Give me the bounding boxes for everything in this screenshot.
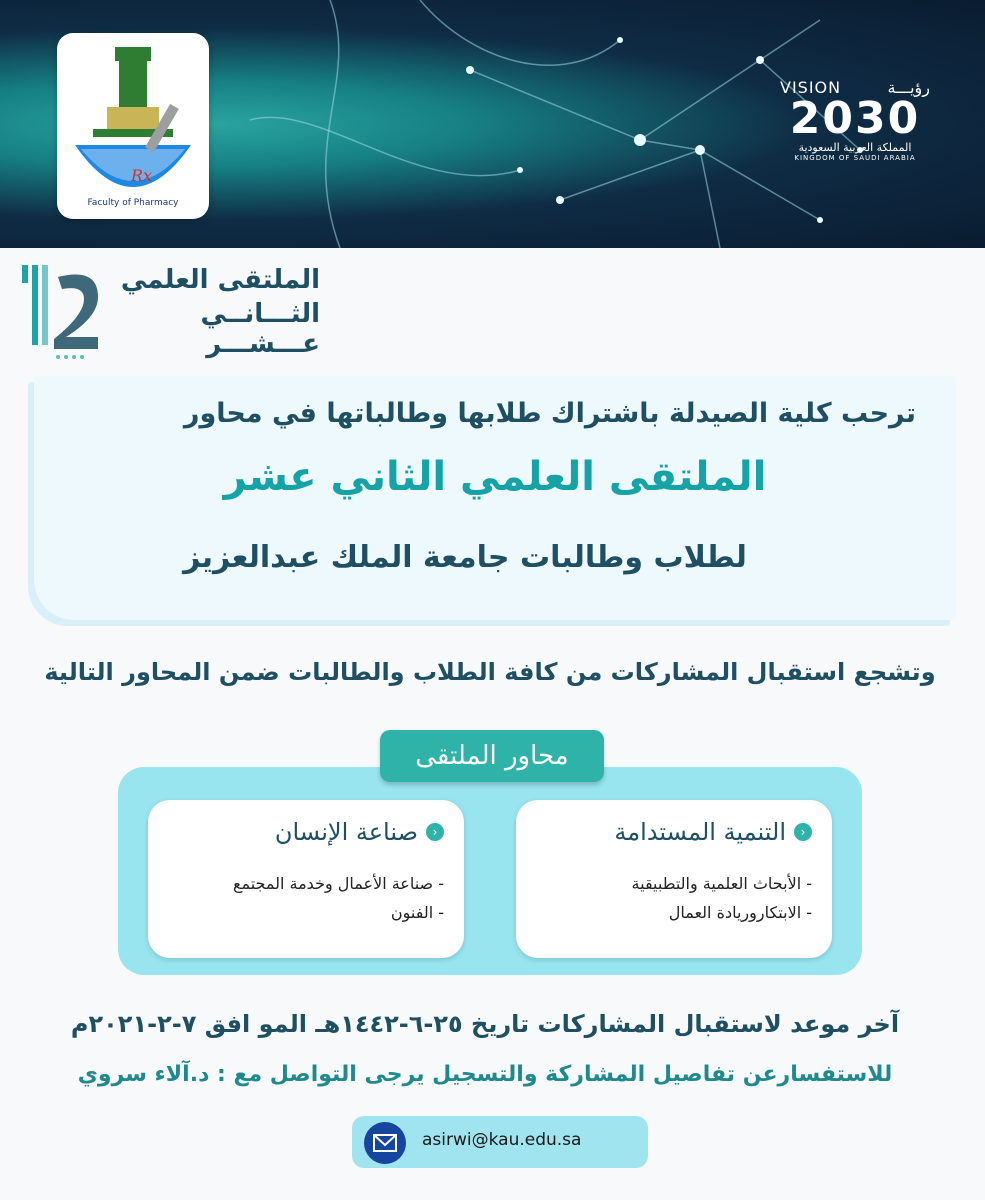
- axis-title: التنمية المستدامة: [614, 818, 786, 846]
- vision-en-text: VISION: [780, 78, 842, 97]
- faculty-label: Faculty of Pharmacy: [87, 198, 179, 208]
- axis-card-human-development: [148, 800, 464, 958]
- axis-item: - الابتكاروريادة العمال: [668, 903, 812, 922]
- intro-text: وتشجع استقبال المشاركات من كافة الطلاب والطالبات ضمن المحاور التالية: [44, 658, 936, 686]
- welcome-line1: ترحب كلية الصيدلة باشتراك طلابها وطالباتها في محاور: [183, 398, 916, 429]
- vision-year: 2030: [789, 93, 921, 144]
- faculty-logo: [57, 33, 209, 219]
- faculty-emblem-icon: [57, 33, 209, 219]
- header-banner: [0, 0, 985, 248]
- vision-2030-logo: [780, 78, 930, 162]
- deadline-text: آخر موعد لاستقبال المشاركات تاريخ ٢٥-٦-١٤٤٢هـ المو افق ٧-٢-٢٠٢١م: [70, 1010, 900, 1038]
- axis-item: - صناعة الأعمال وخدمة المجتمع: [232, 874, 444, 893]
- chevron-left-icon: ‹: [426, 823, 444, 841]
- chevron-left-icon: ‹: [794, 823, 812, 841]
- vision-ar-text: رؤيـــة: [887, 78, 930, 97]
- email-address[interactable]: asirwi@kau.edu.sa: [422, 1130, 582, 1150]
- contact-text: للاستفسارعن تفاصيل المشاركة والتسجيل يرجى التواصل مع : د.آلاء سروي: [77, 1062, 893, 1087]
- axis-card-sustainable-development: [516, 800, 832, 958]
- mail-icon: [364, 1122, 406, 1164]
- welcome-panel: [34, 376, 956, 620]
- number-twelve-icon: [18, 257, 108, 372]
- rx-symbol: Rx: [131, 166, 153, 185]
- axes-header: محاور الملتقى: [380, 730, 604, 782]
- welcome-line3: لطلاب وطالبات جامعة الملك عبدالعزيز: [183, 540, 747, 575]
- kingdom-ar-text: المملكة العربية السعودية: [798, 141, 912, 154]
- email-contact[interactable]: [352, 1116, 648, 1168]
- axis-item: - الفنون: [390, 903, 444, 922]
- event-logo-line2: الثـــانــي عـــشـــر: [200, 299, 320, 359]
- event-logo-line1: الملتقى العلمي: [120, 265, 320, 295]
- axis-title: صناعة الإنسان: [274, 818, 418, 846]
- axis-item: - الأبحاث العلمية والتطبيقية: [631, 874, 812, 893]
- welcome-title: الملتقى العلمي الثاني عشر: [223, 454, 767, 500]
- event-logo: [18, 257, 318, 372]
- kingdom-en-text: KINGDOM OF SAUDI ARABIA: [794, 154, 916, 162]
